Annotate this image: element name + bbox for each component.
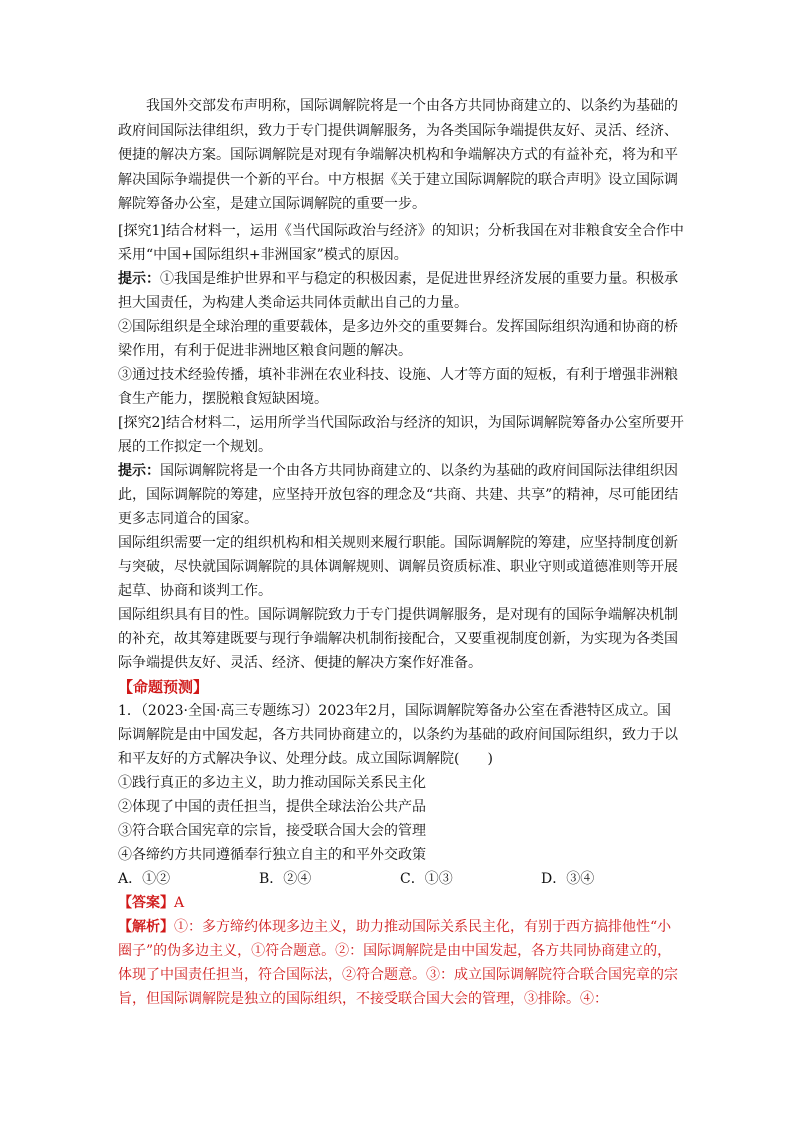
inquiry-two-question: [探究2]结合材料二，运用所学当代国际政治与经济的知识，为国际调解院筹备办公室所要开展的工作拟定一个规划。	[118, 414, 684, 455]
material-two-paragraph: 我国外交部发布声明称，国际调解院将是一个由各方共同协商建立的、以条约为基础的政府间国际法律组织，致力于专门提供调解服务，为各类国际争端提供友好、灵活、经济、便捷的解决方案。国际调解院是对现有争端解决机构和争端解决方式的有益补充，将为和平解决国际争端提供一个新的平台。中方根据《关于建立国际调解院的联合声明》设立国际调解院筹备办公室，是建立国际调解院的重要一步。	[118, 98, 678, 212]
analysis-text: ①：多方缔约体现多边主义，助力推动国际关系民主化，有别于西方搞排他性“小圈子”的伪多边主义，①符合题意。②：国际调解院是由中国发起，各方共同协商建立的，体现了中国责任担当，符合国际法，②符合题意。③：成立国际调解院符合联合国宪章的宗旨，但国际调解院是独立的国际组织，不接受联合国大会的管理，③排除。④：	[118, 918, 678, 1007]
answer-line	[118, 891, 684, 915]
option-b: B．②④	[259, 870, 312, 887]
inquiry-one-hint-1	[118, 267, 684, 315]
analysis-label: 【解析】	[118, 918, 174, 935]
hint-text: 国际调解院将是一个由各方共同协商建立的、以条约为基础的政府间国际法律组织因此，国际调解院的筹建，应坚持开放包容的理念及“共商、共建、共享”的精神，尽可能团结更多志同道合的国家。	[118, 462, 679, 527]
option-a: A．①②	[118, 870, 171, 887]
inquiry-one-question: [探究1]结合材料一，运用《当代国际政治与经济》的知识；分析我国在对非粮食安全合作中采用“中国+国际组织+非洲国家”模式的原因。	[118, 222, 684, 263]
answer-options	[118, 867, 684, 891]
option-c: C．①③	[400, 870, 453, 887]
hint-text: ①我国是维护世界和平与稳定的积极因素，是促进世界经济发展的重要力量。积极承担大国责任，为构建人类命运共同体贡献出自己的力量。	[118, 270, 678, 311]
analysis-paragraph	[118, 915, 684, 1011]
inquiry-one-hint-3: ③通过技术经验传播，填补非洲在农业科技、设施、人才等方面的短板，有利于增强非洲粮食生产能力，摆脱粮食短缺困境。	[118, 366, 678, 407]
hint-label: 提示：	[118, 270, 160, 287]
statement-4: ④各缔约方共同遵循奉行独立自主的和平外交政策	[118, 846, 426, 863]
inquiry-two-hint-3: 国际组织具有目的性。国际调解院致力于专门提供调解服务，是对现有的国际争端解决机制的补充，故其筹建既要与现行争端解决机制衔接配合，又要重视制度创新，为实现为各类国际争端提供友好、灵活、经济、便捷的解决方案作好准备。	[118, 606, 678, 671]
inquiry-one-hint-2: ②国际组织是全球治理的重要载体，是多边外交的重要舞台。发挥国际组织沟通和协商的桥梁作用，有利于促进非洲地区粮食问题的解决。	[118, 318, 678, 359]
statement-1: ①践行真正的多边主义，助力推动国际关系民主化	[118, 774, 426, 791]
question-stem: 1．（2023·全国·高三专题练习）2023年2月，国际调解院筹备办公室在香港特区成立。国际调解院是由中国发起，各方共同协商建立的，以条约为基础的政府间国际组织，致力于以和平友好的方式解决争议、处理分歧。成立国际调解院( )	[118, 702, 678, 767]
hint-label: 提示：	[118, 462, 160, 479]
inquiry-two-hint-1	[118, 459, 684, 531]
option-d: D．③④	[541, 870, 595, 887]
page-content	[118, 94, 684, 1011]
inquiry-two-hint-2: 国际组织需要一定的组织机构和相关规则来履行职能。国际调解院的筹建，应坚持制度创新与突破，尽快就国际调解院的具体调解规则、调解员资质标准、职业守则或道德准则等开展起草、协商和谈判工作。	[118, 534, 678, 599]
statement-3: ③符合联合国宪章的宗旨，接受联合国大会的管理	[118, 822, 426, 839]
prediction-heading: 【命题预测】	[118, 677, 209, 696]
answer-label: 【答案】	[118, 894, 174, 911]
statement-2: ②体现了中国的责任担当，提供全球法治公共产品	[118, 798, 426, 815]
answer-value: A	[174, 894, 185, 911]
